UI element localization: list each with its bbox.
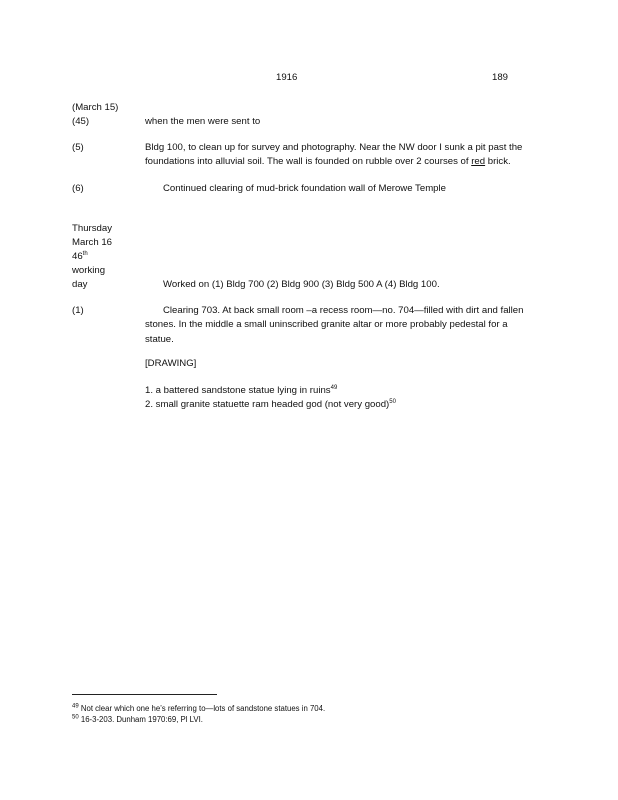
footnote-ref: 50 <box>389 398 396 405</box>
footnote: $^{50}$ 16-3-203. Dunham 1970:69, Pl LVI. <box>72 714 203 724</box>
entry-text: Worked on (1) Bldg 700 (2) Bldg 900 (3) Bldg 500 A (4) Bldg 100. <box>163 279 440 290</box>
entry-text: Continued clearing of mud-brick foundation wall of Merowe Temple <box>163 183 446 194</box>
header-year: 1916 <box>276 72 298 83</box>
entry-paragraph: Clearing 703. At back small room –a recess room—no. 704—filled with dirt and fallen stones. In the middle a small uninscribed granite altar or more probably pedestal for a statue. <box>145 305 524 345</box>
entry-number-label: (45) <box>72 116 90 127</box>
drawing-label: [DRAWING] <box>145 358 197 369</box>
footnote: $^{49}$ Not clear which one he’s referring to—lots of sandstone statues in 704. <box>72 703 326 713</box>
entry-date-label: (March 15) <box>72 102 119 113</box>
underlined-word: red <box>471 156 486 168</box>
entry-number-label: (6) <box>72 183 84 194</box>
footnote-separator <box>72 694 217 695</box>
entry-day-label: Thursday <box>72 223 112 234</box>
entry-number-label: (1) <box>72 305 84 316</box>
list-item: 1. a battered sandstone statue lying in ruins$^{49}$ <box>145 384 338 396</box>
entry-label-line: working <box>72 265 106 276</box>
entry-working-day-number: 46th <box>72 250 88 262</box>
entry-date-label: March 16 <box>72 237 112 248</box>
entry-text: when the men were sent to <box>145 116 261 127</box>
entry-number-label: (5) <box>72 142 84 153</box>
footnote-ref: 49 <box>330 384 338 391</box>
list-item: 2. small granite statuette ram headed god (not very good)$^{50}$ <box>145 398 396 410</box>
entry-paragraph: Bldg 100, to clean up for survey and photography. Near the NW door I sunk a pit past the foundations into alluvial soil. The wall is founded on rubble over 2 courses of red brick. <box>145 142 523 168</box>
page-number: 189 <box>492 72 509 83</box>
entry-label-line: day <box>72 279 88 290</box>
